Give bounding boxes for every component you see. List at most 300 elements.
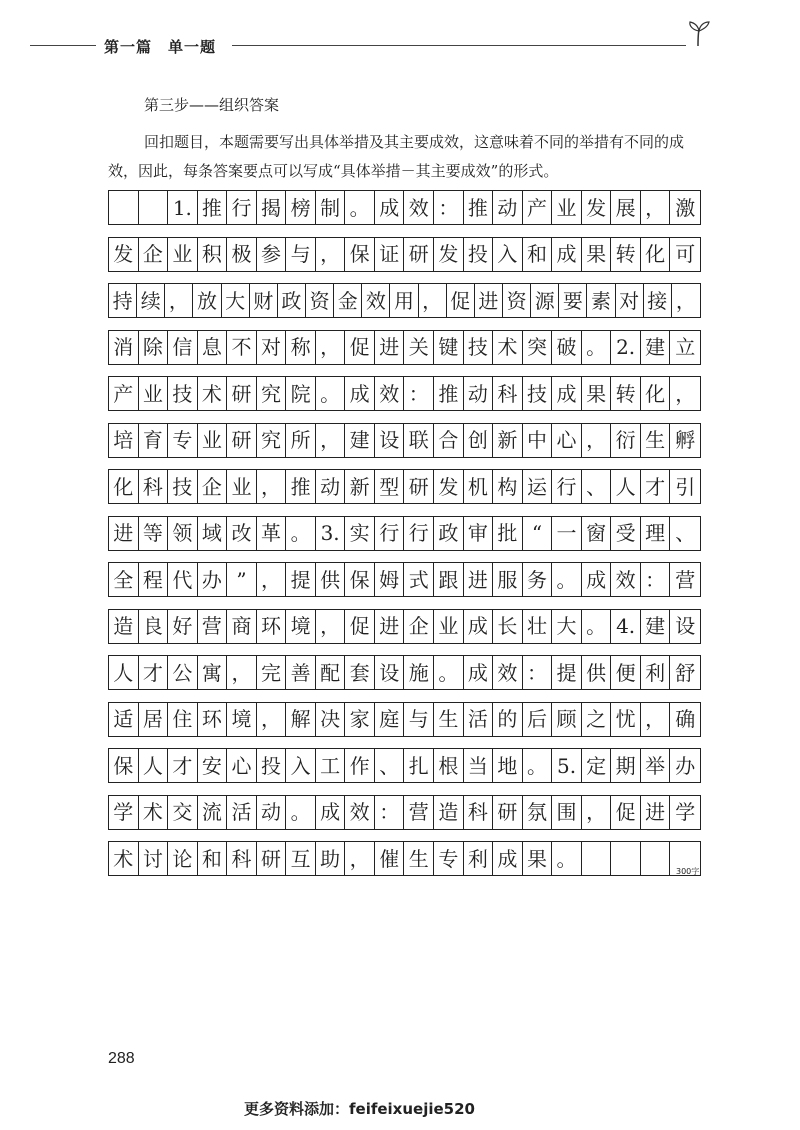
grid-cell: 可 — [675, 242, 696, 266]
grid-cell: 环 — [257, 610, 287, 643]
grid-cell: 审 — [464, 517, 494, 550]
grid-cell: 所 — [286, 424, 316, 457]
grid-row — [108, 748, 701, 783]
grid-cell: ， — [257, 563, 287, 596]
grid-cell: 术 — [109, 842, 139, 875]
grid-cell: 成 — [552, 377, 582, 410]
grid-cell: 域 — [198, 517, 228, 550]
grid-cell: 后 — [523, 703, 553, 736]
grid-cell: ， — [257, 470, 287, 503]
grid-cell: 设 — [375, 656, 405, 689]
grid-cell: 设 — [675, 614, 696, 638]
grid-cell: 大 — [222, 284, 250, 317]
grid-cell: 2. — [611, 331, 641, 364]
grid-cell: 业 — [227, 470, 257, 503]
grid-cell: 。 — [582, 610, 612, 643]
grid-cell: 投 — [257, 749, 287, 782]
grid-cell: 商 — [227, 610, 257, 643]
grid-cell: 业 — [198, 424, 228, 457]
section-heading: 第三步——组织答案 — [144, 96, 280, 114]
grid-cell: 互 — [286, 842, 316, 875]
grid-cell: 对 — [616, 284, 644, 317]
page-number: 288 — [108, 1050, 135, 1067]
grid-cell: 1. — [168, 191, 198, 224]
grid-cell: 科 — [464, 796, 494, 829]
grid-cell: 联 — [404, 424, 434, 457]
grid-cell: 极 — [227, 238, 257, 271]
grid-cell: 技 — [168, 377, 198, 410]
grid-cell: 家 — [345, 703, 375, 736]
grid-cell: 构 — [493, 470, 523, 503]
grid-cell: 成 — [464, 656, 494, 689]
grid-cell: 人 — [139, 749, 169, 782]
grid-cell: 建 — [641, 610, 671, 643]
grid-cell: 供 — [316, 563, 346, 596]
grid-cell: 研 — [227, 424, 257, 457]
grid-cell: 突 — [523, 331, 553, 364]
grid-cell: 实 — [345, 517, 375, 550]
grid-cell: 技 — [464, 331, 494, 364]
grid-cell: 新 — [345, 470, 375, 503]
grid-cell: 消 — [109, 331, 139, 364]
grid-row — [108, 423, 701, 458]
grid-cell: 办 — [675, 753, 696, 778]
grid-cell: 造 — [109, 610, 139, 643]
grid-cell: ， — [316, 331, 346, 364]
grid-cell: 建 — [641, 331, 671, 364]
grid-cell: 资 — [503, 284, 531, 317]
grid-cell: 推 — [464, 191, 494, 224]
grid-row — [108, 237, 701, 272]
grid-cell: 培 — [109, 424, 139, 457]
grid-cell: 壮 — [523, 610, 553, 643]
grid-cell: 化 — [109, 470, 139, 503]
grid-cell: 接 — [644, 284, 672, 317]
grid-cell: 保 — [345, 238, 375, 271]
grid-cell: 创 — [464, 424, 494, 457]
grid-cell: 成 — [493, 842, 523, 875]
grid-cell: 业 — [139, 377, 169, 410]
grid-cell: 式 — [404, 563, 434, 596]
grid-cell: 营 — [404, 796, 434, 829]
grid-cell: 领 — [168, 517, 198, 550]
grid-cell: 成 — [345, 377, 375, 410]
grid-cell: 作 — [345, 749, 375, 782]
grid-cell: 果 — [523, 842, 553, 875]
grid-cell: 效 — [404, 191, 434, 224]
grid-cell: 成 — [582, 563, 612, 596]
grid-cell: 行 — [375, 517, 405, 550]
grid-cell: 。 — [523, 749, 553, 782]
grid-cell: 促 — [345, 331, 375, 364]
grid-cell: 金 — [334, 284, 362, 317]
grid-cell: 之 — [582, 703, 612, 736]
grid-cell: 服 — [493, 563, 523, 596]
grid-cell: 学 — [109, 796, 139, 829]
grid-cell: 才 — [168, 749, 198, 782]
grid-cell — [611, 842, 641, 875]
grid-cell: 转 — [611, 238, 641, 271]
grid-cell: 5. — [552, 749, 582, 782]
grid-cell: ： — [375, 796, 405, 829]
grid-row — [108, 795, 701, 830]
grid-cell: 研 — [257, 842, 287, 875]
grid-cell: 发 — [582, 191, 612, 224]
grid-cell: 行 — [552, 470, 582, 503]
grid-cell: 机 — [464, 470, 494, 503]
grid-cell: 专 — [434, 842, 464, 875]
grid-cell: 推 — [434, 377, 464, 410]
grid-cell: 运 — [523, 470, 553, 503]
grid-cell: 效 — [493, 656, 523, 689]
grid-cell: 建 — [345, 424, 375, 457]
grid-cell: 推 — [286, 470, 316, 503]
header-rule-right — [232, 45, 686, 46]
grid-cell: ” — [227, 563, 257, 596]
grid-cell: 学 — [675, 800, 696, 824]
grid-cell: 活 — [227, 796, 257, 829]
grid-cell: 展 — [611, 191, 641, 224]
grid-cell: 投 — [464, 238, 494, 271]
grid-cell: 居 — [139, 703, 169, 736]
grid-cell: 定 — [582, 749, 612, 782]
grid-cell: 入 — [493, 238, 523, 271]
grid-cell: 便 — [611, 656, 641, 689]
sprout-icon — [684, 20, 714, 48]
grid-cell: 成 — [375, 191, 405, 224]
footer-note: 更多资料添加：feifeixuejie520 — [244, 1100, 475, 1118]
grid-cell: 键 — [434, 331, 464, 364]
grid-cell: 业 — [552, 191, 582, 224]
grid-cell: 促 — [447, 284, 475, 317]
grid-cell: 当 — [464, 749, 494, 782]
grid-cell: 营 — [198, 610, 228, 643]
grid-cell: ： — [641, 563, 671, 596]
grid-cell: 好 — [168, 610, 198, 643]
grid-cell: 改 — [227, 517, 257, 550]
grid-cell: 与 — [404, 703, 434, 736]
grid-cell: 窗 — [582, 517, 612, 550]
header-title: 第一篇 单一题 — [104, 38, 217, 56]
grid-cell: 代 — [168, 563, 198, 596]
grid-cell: 配 — [316, 656, 346, 689]
grid-cell: 孵 — [675, 428, 696, 452]
grid-cell — [641, 842, 671, 875]
grid-cell: 立 — [675, 335, 696, 359]
grid-cell: 息 — [198, 331, 228, 364]
grid-cell: 供 — [582, 656, 612, 689]
grid-cell: 跟 — [434, 563, 464, 596]
grid-cell: 生 — [404, 842, 434, 875]
grid-row — [108, 190, 701, 225]
grid-cell: 要 — [559, 284, 587, 317]
grid-cell: 揭 — [257, 191, 287, 224]
grid-cell: 和 — [198, 842, 228, 875]
grid-cell: 进 — [641, 796, 671, 829]
grid-cell: 讨 — [139, 842, 169, 875]
grid-cell: ： — [404, 377, 434, 410]
word-count-label: 300字 — [676, 867, 700, 876]
grid-cell: 扎 — [404, 749, 434, 782]
grid-cell: 氛 — [523, 796, 553, 829]
grid-cell: 科 — [227, 842, 257, 875]
grid-cell: 境 — [286, 610, 316, 643]
grid-cell: 行 — [227, 191, 257, 224]
grid-cell: 。 — [316, 377, 346, 410]
grid-cell: 化 — [641, 238, 671, 271]
grid-cell: 提 — [286, 563, 316, 596]
grid-cell: 研 — [404, 470, 434, 503]
grid-cell: 施 — [404, 656, 434, 689]
grid-cell: 一 — [552, 517, 582, 550]
grid-cell: 政 — [434, 517, 464, 550]
grid-cell: 流 — [198, 796, 228, 829]
grid-cell: 围 — [552, 796, 582, 829]
grid-cell: ， — [227, 656, 257, 689]
grid-cell: ， — [582, 424, 612, 457]
grid-cell: ， — [316, 238, 346, 271]
grid-cell: 中 — [523, 424, 553, 457]
grid-cell: ， — [582, 796, 612, 829]
grid-cell: 证 — [375, 238, 405, 271]
grid-cell: 住 — [168, 703, 198, 736]
grid-cell: 才 — [641, 470, 671, 503]
intro-text: 回扣题目，本题需要写出具体举措及其主要成效，这意味着不同的举措有不同的成效，因此，每条答案要点可以写成“具体举措－其主要成效”的形式。 — [108, 133, 685, 180]
grid-cell: 转 — [611, 377, 641, 410]
grid-cell: 务 — [523, 563, 553, 596]
grid-cell: 企 — [198, 470, 228, 503]
grid-cell: 效 — [375, 377, 405, 410]
grid-cell: 办 — [198, 563, 228, 596]
grid-cell: 效 — [345, 796, 375, 829]
grid-cell: 科 — [493, 377, 523, 410]
grid-cell: 4. — [611, 610, 641, 643]
grid-row — [108, 516, 701, 551]
grid-cell: 心 — [552, 424, 582, 457]
grid-cell: 。 — [552, 842, 582, 875]
grid-cell: 、 — [582, 470, 612, 503]
grid-cell: 进 — [109, 517, 139, 550]
grid-cell: 推 — [198, 191, 228, 224]
grid-cell: 参 — [257, 238, 287, 271]
grid-cell: 的 — [493, 703, 523, 736]
grid-cell: 助 — [316, 842, 346, 875]
grid-cell: 寓 — [198, 656, 228, 689]
grid-cell: ， — [641, 191, 671, 224]
grid-cell: 举 — [641, 749, 671, 782]
grid-cell: 论 — [168, 842, 198, 875]
grid-cell: 决 — [316, 703, 346, 736]
grid-cell: 激 — [675, 195, 696, 220]
grid-cell: 安 — [198, 749, 228, 782]
grid-row — [108, 841, 701, 876]
grid-cell: 破 — [552, 331, 582, 364]
grid-row — [108, 562, 701, 597]
answer-grid — [108, 190, 701, 888]
grid-cell: 、 — [675, 521, 696, 545]
grid-cell: 期 — [611, 749, 641, 782]
grid-cell: 资 — [306, 284, 334, 317]
grid-cell — [139, 191, 169, 224]
grid-cell: 。 — [582, 331, 612, 364]
grid-row — [108, 655, 701, 690]
grid-cell: 设 — [375, 424, 405, 457]
grid-cell: 确 — [675, 707, 696, 731]
grid-cell: 境 — [227, 703, 257, 736]
grid-cell: 成 — [552, 238, 582, 271]
grid-cell: 研 — [404, 238, 434, 271]
grid-cell: 受 — [611, 517, 641, 550]
grid-row — [108, 609, 701, 644]
grid-cell: ， — [419, 284, 447, 317]
grid-cell: ， — [257, 703, 287, 736]
grid-cell: 完 — [257, 656, 287, 689]
grid-cell: 交 — [168, 796, 198, 829]
grid-cell: 套 — [345, 656, 375, 689]
grid-cell: 究 — [257, 377, 287, 410]
grid-cell: ， — [316, 610, 346, 643]
grid-cell: 政 — [278, 284, 306, 317]
grid-cell: 素 — [587, 284, 615, 317]
grid-cell: 。 — [345, 191, 375, 224]
grid-cell: 用 — [390, 284, 418, 317]
grid-cell: 果 — [582, 377, 612, 410]
grid-cell: 姆 — [375, 563, 405, 596]
grid-cell: ， — [316, 424, 346, 457]
grid-cell: 催 — [375, 842, 405, 875]
grid-cell: 院 — [286, 377, 316, 410]
grid-cell: 积 — [198, 238, 228, 271]
grid-cell: 研 — [227, 377, 257, 410]
grid-cell: 活 — [464, 703, 494, 736]
grid-cell: 产 — [109, 377, 139, 410]
grid-cell: 信 — [168, 331, 198, 364]
grid-cell: 解 — [286, 703, 316, 736]
grid-cell: 型 — [375, 470, 405, 503]
grid-cell: 术 — [493, 331, 523, 364]
grid-cell: ， — [675, 288, 696, 313]
grid-cell: 善 — [286, 656, 316, 689]
grid-cell: 科 — [139, 470, 169, 503]
grid-cell: 持 — [109, 284, 137, 317]
grid-cell: 、 — [375, 749, 405, 782]
grid-cell: 才 — [139, 656, 169, 689]
grid-cell: 术 — [198, 377, 228, 410]
grid-cell: 心 — [227, 749, 257, 782]
grid-cell: 放 — [193, 284, 221, 317]
grid-cell: ， — [675, 381, 696, 406]
grid-cell: 3. — [316, 517, 346, 550]
grid-cell: ， — [345, 842, 375, 875]
grid-cell: 化 — [641, 377, 671, 410]
header-rule-left — [30, 45, 96, 46]
grid-cell: 革 — [257, 517, 287, 550]
grid-cell: 衍 — [611, 424, 641, 457]
grid-cell: 果 — [582, 238, 612, 271]
grid-cell: “ — [523, 517, 553, 550]
grid-cell: 业 — [434, 610, 464, 643]
grid-cell: 合 — [434, 424, 464, 457]
grid-cell: 发 — [109, 238, 139, 271]
grid-cell: 动 — [464, 377, 494, 410]
grid-cell: 发 — [434, 238, 464, 271]
grid-cell: 对 — [257, 331, 287, 364]
grid-cell: 不 — [227, 331, 257, 364]
grid-cell: 和 — [523, 238, 553, 271]
grid-cell — [109, 191, 139, 224]
grid-cell: 庭 — [375, 703, 405, 736]
grid-cell: ， — [165, 284, 193, 317]
grid-cell: 发 — [434, 470, 464, 503]
grid-cell: 适 — [109, 703, 139, 736]
grid-cell: 制 — [316, 191, 346, 224]
grid-cell: 进 — [464, 563, 494, 596]
grid-row — [108, 330, 701, 365]
grid-cell: 人 — [109, 656, 139, 689]
grid-cell: 等 — [139, 517, 169, 550]
grid-cell: 批 — [493, 517, 523, 550]
grid-cell: 顾 — [552, 703, 582, 736]
grid-cell: 企 — [139, 238, 169, 271]
grid-row — [108, 702, 701, 737]
grid-cell: 动 — [316, 470, 346, 503]
grid-cell: 程 — [139, 563, 169, 596]
grid-cell: 新 — [493, 424, 523, 457]
grid-cell: 研 — [493, 796, 523, 829]
grid-cell: 财 — [250, 284, 278, 317]
grid-cell: 进 — [375, 331, 405, 364]
grid-cell: 大 — [552, 610, 582, 643]
grid-cell: 技 — [168, 470, 198, 503]
grid-cell: 舒 — [675, 660, 696, 685]
grid-cell: 保 — [109, 749, 139, 782]
grid-cell: 理 — [641, 517, 671, 550]
grid-cell: 技 — [523, 377, 553, 410]
grid-cell: 榜 — [286, 191, 316, 224]
grid-cell: 成 — [464, 610, 494, 643]
grid-row — [108, 283, 701, 318]
grid-cell: 。 — [434, 656, 464, 689]
grid-cell: 动 — [257, 796, 287, 829]
grid-cell: 进 — [475, 284, 503, 317]
grid-cell: ： — [434, 191, 464, 224]
grid-cell: 忧 — [611, 703, 641, 736]
grid-cell: 促 — [611, 796, 641, 829]
intro-paragraph — [108, 128, 708, 186]
grid-cell: 良 — [139, 610, 169, 643]
grid-cell: 利 — [464, 842, 494, 875]
grid-cell: 称 — [286, 331, 316, 364]
grid-cell: 效 — [611, 563, 641, 596]
grid-cell: 行 — [404, 517, 434, 550]
grid-cell: 根 — [434, 749, 464, 782]
grid-cell: 促 — [345, 610, 375, 643]
grid-cell: 提 — [552, 656, 582, 689]
grid-cell: 与 — [286, 238, 316, 271]
grid-cell: 专 — [168, 424, 198, 457]
grid-cell: 入 — [286, 749, 316, 782]
grid-cell: 产 — [523, 191, 553, 224]
grid-cell: 效 — [362, 284, 390, 317]
grid-cell: 育 — [139, 424, 169, 457]
grid-cell: 公 — [168, 656, 198, 689]
grid-cell: 关 — [404, 331, 434, 364]
grid-cell: 成 — [316, 796, 346, 829]
grid-cell: 续 — [137, 284, 165, 317]
grid-cell: 动 — [493, 191, 523, 224]
grid-cell: 造 — [434, 796, 464, 829]
grid-cell: 除 — [139, 331, 169, 364]
